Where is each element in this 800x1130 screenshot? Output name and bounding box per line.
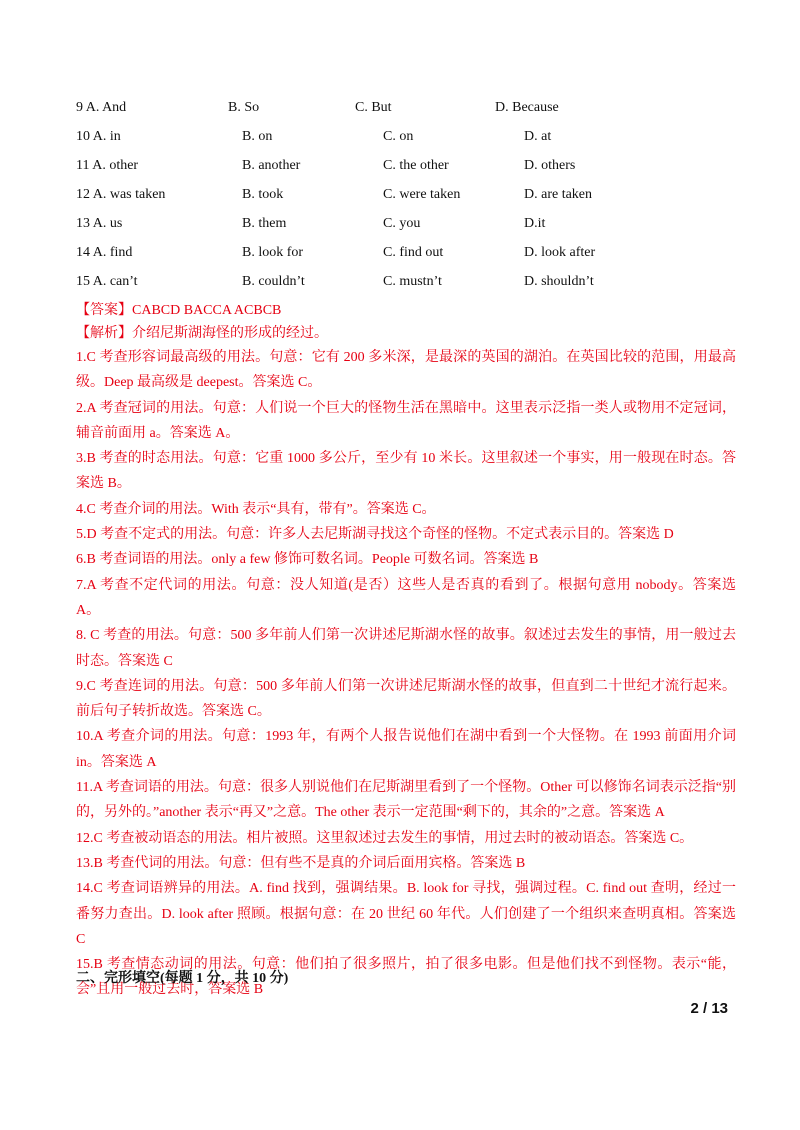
option-b: B. another [242, 158, 301, 173]
option-b: B. took [242, 187, 284, 202]
option-a: 15 A. can’t [76, 274, 138, 289]
explanation-item: 13.B 考查代词的用法。句意：但有些不是真的介词后面用宾格。答案选 B [76, 855, 526, 871]
option-b: B. them [242, 216, 287, 231]
explanation-item: 2.A 考查冠词的用法。句意：人们说一个巨大的怪物生活在黑暗中。这里表示泛指一类人或物用不定冠词，辅音前面用 a。答案选 A。 [76, 400, 736, 441]
option-a: 13 A. us [76, 216, 123, 231]
option-d: D. shouldn’t [524, 274, 594, 289]
explanation-item: 3.B 考查的时态用法。句意：它重 1000 多公斤，至少有 10 米长。这里叙述一个事实，用一般现在时态。答案选 B。 [76, 451, 736, 492]
option-b: B. look for [242, 245, 304, 260]
option-d: D. look after [524, 245, 596, 260]
explanation-item: 7.A 考查不定代词的用法。句意：没人知道(是否）这些人是否真的看到了。根据句意用 nobody。答案选 A。 [76, 577, 736, 618]
explanation-item: 6.B 考查词语的用法。only a few 修饰可数名词。People 可数名词。答案选 B [76, 552, 539, 568]
option-b: B. So [228, 100, 260, 115]
explanation-item: 4.C 考查介词的用法。With 表示“具有，带有”。答案选 C。 [76, 501, 436, 517]
option-c: C. on [383, 129, 414, 144]
option-row-11 [76, 156, 756, 176]
option-a: 11 A. other [76, 158, 139, 173]
option-row-9 [76, 98, 756, 118]
explanation-list [76, 345, 736, 1003]
option-a: 9 A. And [76, 100, 127, 115]
analysis-intro: 【解析】介绍尼斯湖海怪的形成的经过。 [76, 326, 328, 341]
answer-key: 【答案】CABCD BACCA ACBCB [76, 303, 282, 318]
option-c: C. you [383, 216, 421, 231]
option-d: D. at [524, 129, 552, 144]
option-d: D. others [524, 158, 576, 173]
option-b: B. on [242, 129, 273, 144]
explanation-item: 11.A 考查词语的用法。句意：很多人别说他们在尼斯湖里看到了一个怪物。Other 可以修饰名词表示泛指“别的，另外的。”another 表示“再又”之意。The other 表示一定范围“剩下的，其余的”之意。答案选 A [76, 780, 736, 821]
option-c: C. find out [383, 245, 444, 260]
explanation-item: 14.C 考查词语辨异的用法。A. find 找到，强调结果。B. look for 寻找，强调过程。C. find out 查明，经过一番努力查出。D. look after 照顾。根据句意：在 20 世纪 60 年代。人们创建了一个组织来查明真相。答案选 C [76, 881, 736, 947]
option-a: 10 A. in [76, 129, 121, 144]
option-d: D. Because [495, 100, 559, 115]
option-a: 12 A. was taken [76, 187, 166, 202]
section-heading: 二、完形填空(每题 1 分，共 10 分) [76, 971, 289, 986]
explanation-item: 9.C 考查连词的用法。句意：500 多年前人们第一次讲述尼斯湖水怪的故事，但直到二十世纪才流行起来。前后句子转折故选。答案选 C。 [76, 678, 736, 720]
option-c: C. But [355, 100, 392, 115]
option-d: D. are taken [524, 187, 593, 202]
option-row-14 [76, 243, 756, 263]
option-c: C. the other [383, 158, 449, 173]
option-row-12 [76, 185, 756, 205]
explanation-item: 1.C 考查形容词最高级的用法。句意：它有 200 多米深，是最深的英国的湖泊。在英国比较的范围，用最高级。Deep 最高级是 deepest。答案选 C。 [76, 350, 736, 391]
option-a: 14 A. find [76, 245, 133, 260]
explanation-item: 8. C 考查的用法。句意：500 多年前人们第一次讲述尼斯湖水怪的故事。叙述过去发生的事情，用一般过去时态。答案选 C [76, 628, 736, 669]
option-c: C. were taken [383, 187, 461, 202]
explanation-item: 5.D 考查不定式的用法。句意：许多人去尼斯湖寻找这个奇怪的怪物。不定式表示目的。答案选 D [76, 527, 674, 543]
option-c: C. mustn’t [383, 274, 442, 289]
option-row-15 [76, 272, 756, 292]
option-d: D.it [524, 216, 546, 231]
option-b: B. couldn’t [242, 274, 305, 289]
explanation-item: 15.B 考查情态动词的用法。句意：他们拍了很多照片，拍了很多电影。但是他们找不到怪物。表示“能，会”且用一般过去时，答案选 B [76, 957, 736, 998]
explanation-item: 12.C 考查被动语态的用法。相片被照。这里叙述过去发生的事情，用过去时的被动语态。答案选 C。 [76, 830, 694, 846]
explanation-item: 10.A 考查介词的用法。句意：1993 年，有两个人报告说他们在湖中看到一个大怪物。在 1993 前面用介词 in。答案选 A [76, 729, 736, 770]
option-row-13 [76, 214, 756, 234]
option-row-10 [76, 127, 756, 147]
page-number: 2 / 13 [690, 1000, 728, 1017]
